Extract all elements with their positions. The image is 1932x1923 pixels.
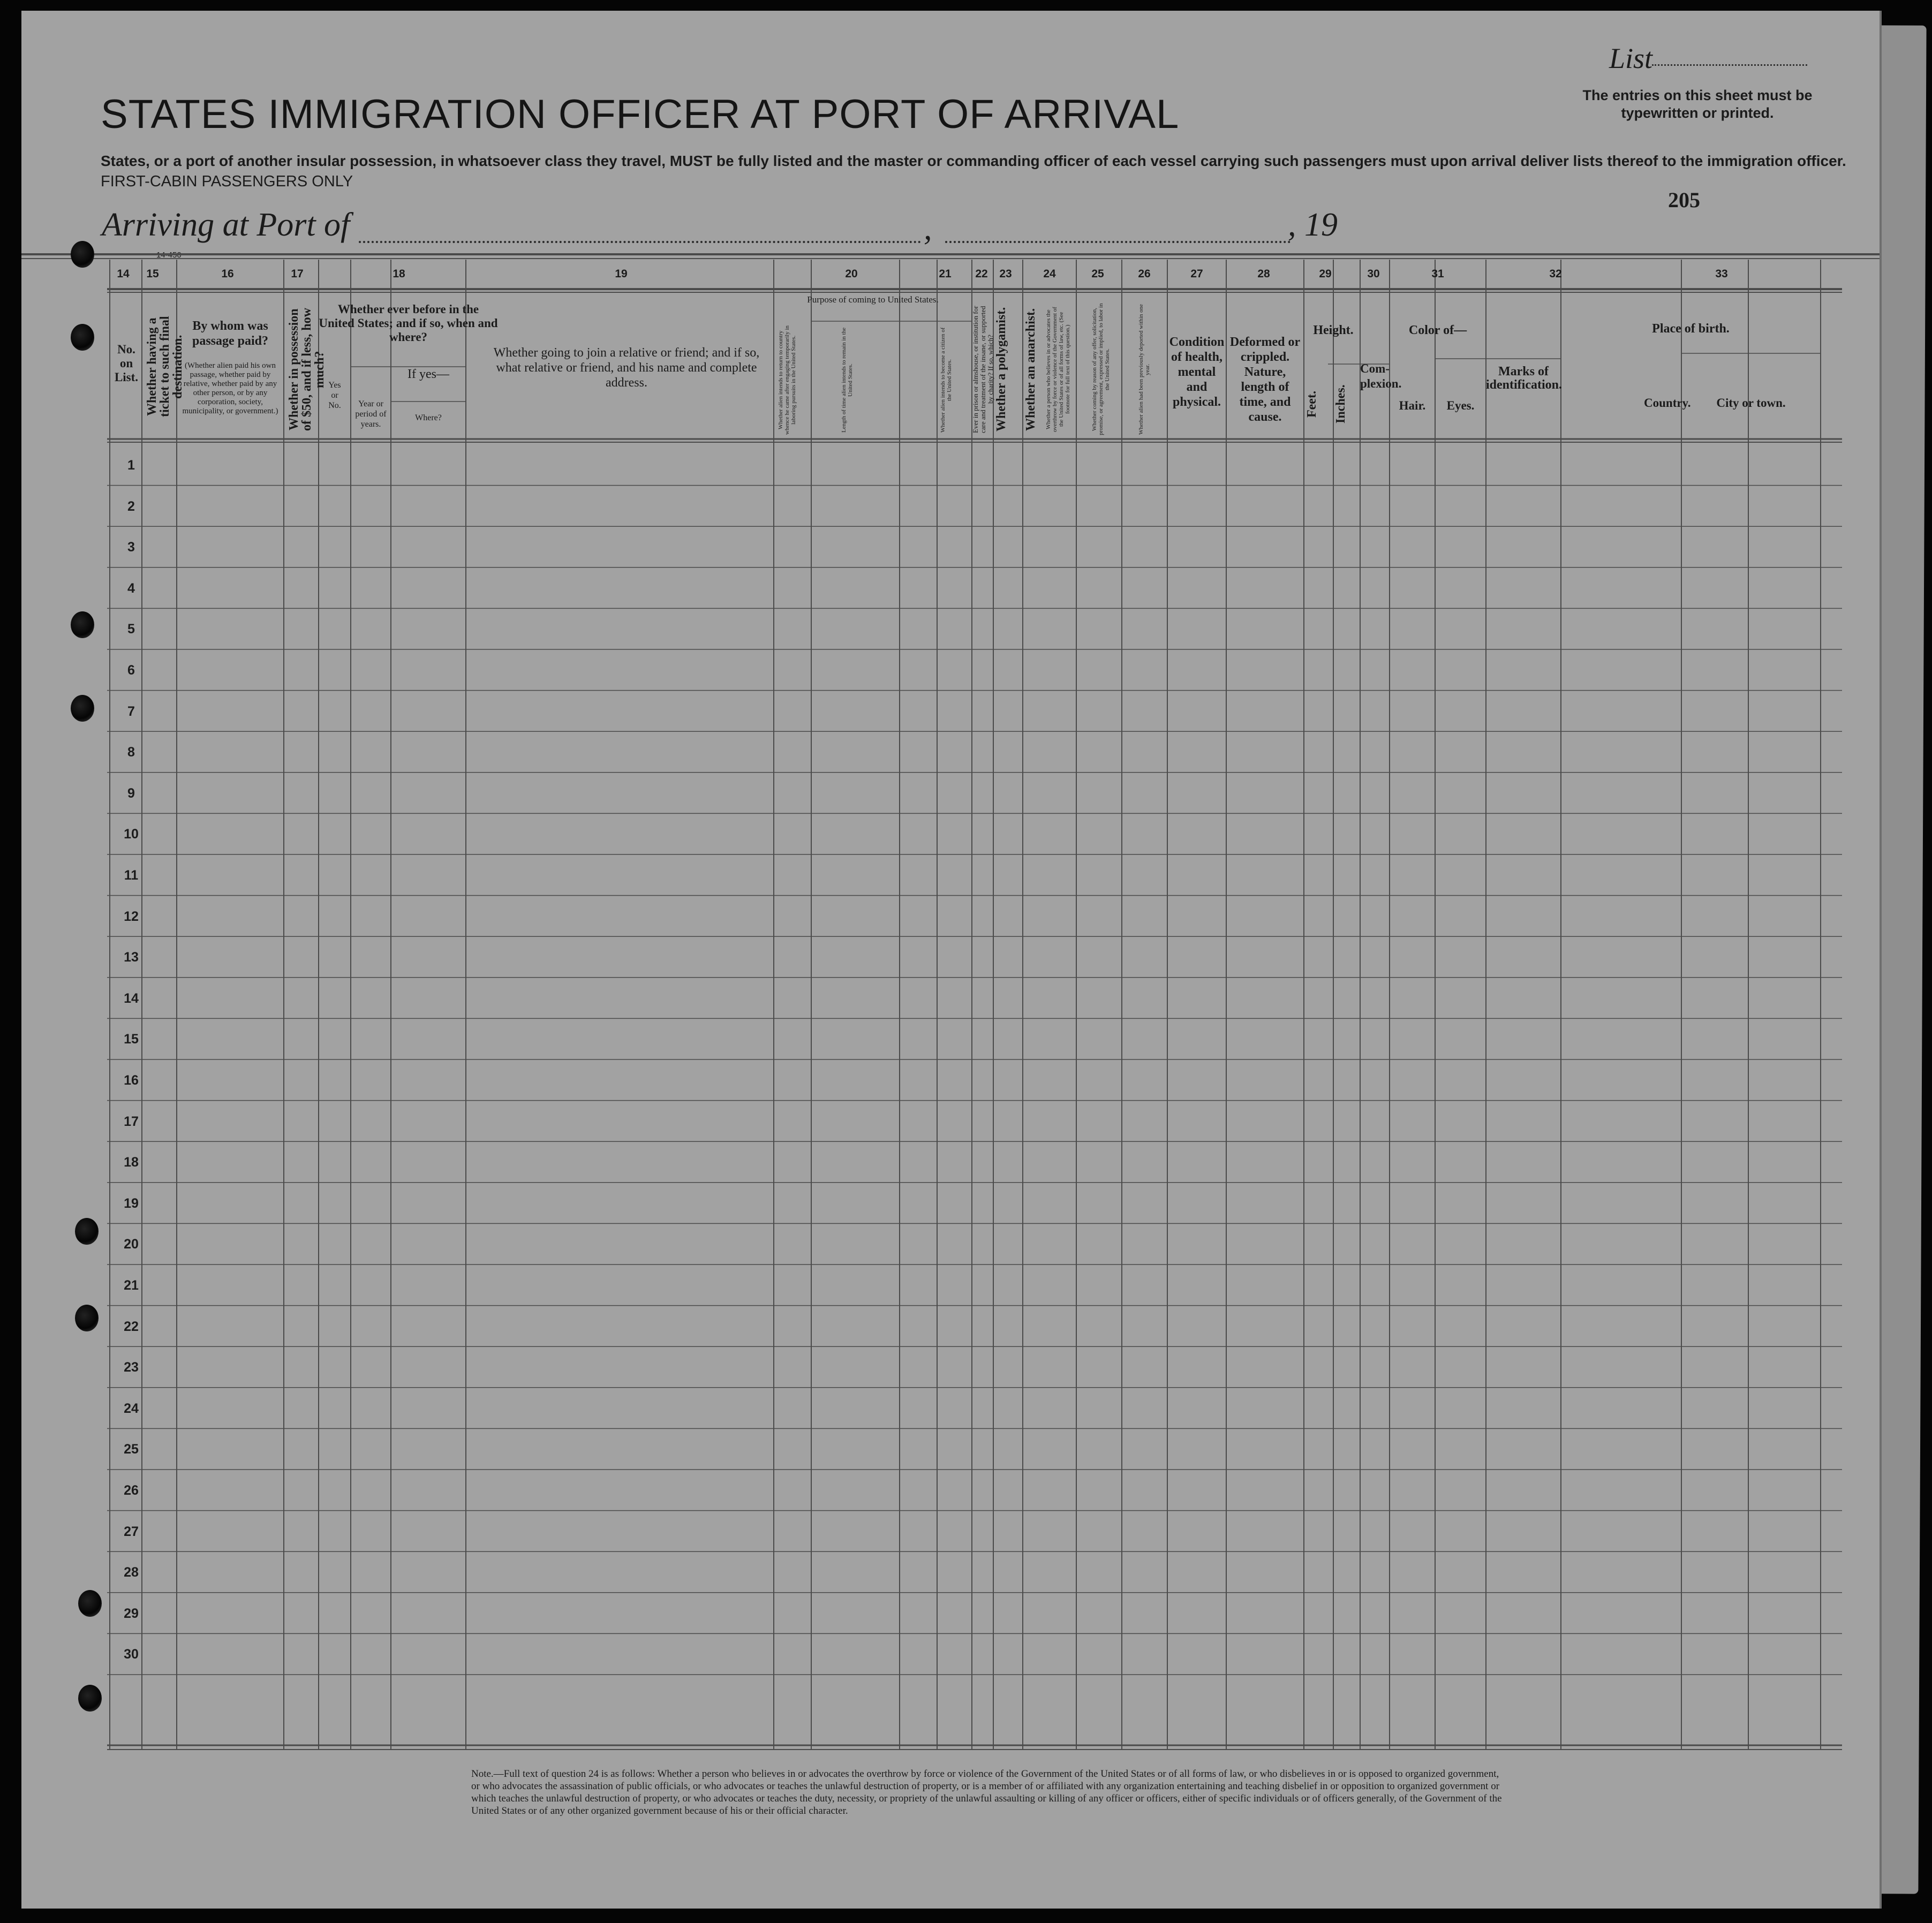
binder-hole bbox=[75, 1305, 99, 1331]
column-number: 31 bbox=[1431, 268, 1444, 280]
class-label: FIRST-CABIN PASSENGERS ONLY bbox=[101, 173, 353, 190]
header-c25: Whether coming by reason of any offer, solicitation, promise, or agreement, expressed or implied, to labor in the United States. bbox=[1091, 303, 1111, 436]
header-c20_b: Length of time alien intends to remain in the United States. bbox=[841, 327, 854, 433]
header-c18_yesno: Yes or No. bbox=[328, 381, 341, 410]
row-number: 13 bbox=[124, 950, 139, 965]
footnote: Note.—Full text of question 24 is as follows: Whether a person who believes in or advocates the overthrow by force or violence of the Government of the United States or of all forms of law, or who disbelieves in or is opposed to organized government, or who advocates the assassination of public officials, or who advocates or teaches the unlawful destruction of property, or is a member of or affiliated with any organization entertaining and teaching disbelief in or opposition to organized government or which teaches the unlawful destruction of property, or who advocates or teaches the duty, necessity, or propriety of the unlawful assaulting or killing of any officer or officers, either of specific individuals or of officers generally, of the Government of the United States or of any other organized government because of his or their official character. bbox=[471, 1768, 1502, 1816]
row-number: 20 bbox=[124, 1237, 139, 1252]
binder-hole bbox=[71, 611, 94, 638]
row-number: 14 bbox=[124, 990, 139, 1006]
row-number: 21 bbox=[124, 1278, 139, 1293]
binder-hole bbox=[71, 241, 94, 268]
row-number: 28 bbox=[124, 1565, 139, 1580]
row-number: 7 bbox=[127, 703, 135, 719]
header-c16_sub: (Whether alien paid his own passage, whether paid by relative, whether paid by any other person, or by any corporation, society, municipality, or government.) bbox=[182, 361, 278, 415]
entries-note: The entries on this sheet must be typewritten or printed. bbox=[1582, 87, 1813, 121]
header-c28: Deformed or crippled. Nature, length of time, and cause. bbox=[1229, 335, 1301, 424]
column-number: 23 bbox=[999, 268, 1012, 280]
column-number: 21 bbox=[939, 268, 952, 280]
binder-hole bbox=[78, 1685, 102, 1712]
header-c18_ifyes: If yes— bbox=[407, 367, 449, 381]
row-number: 6 bbox=[127, 663, 135, 678]
header-c15: Whether having a ticket to such final destination. bbox=[145, 316, 185, 418]
row-number: 30 bbox=[124, 1647, 139, 1662]
header-c32: Marks of identification. bbox=[1486, 365, 1562, 392]
row-number: 10 bbox=[124, 827, 139, 842]
column-number: 17 bbox=[291, 268, 304, 280]
row-number: 23 bbox=[124, 1360, 139, 1375]
row-number: 5 bbox=[127, 622, 135, 637]
header-c26: Whether alien had been previously deported within one year. bbox=[1138, 304, 1151, 435]
header-c22: Whether a polygamist. bbox=[994, 307, 1008, 432]
form-number: 14-450 bbox=[156, 251, 182, 260]
page-number: 205 bbox=[1668, 188, 1700, 212]
binder-hole bbox=[71, 324, 94, 351]
port-comma: , bbox=[924, 210, 932, 247]
binder-hole bbox=[78, 1590, 102, 1617]
row-number: 12 bbox=[124, 908, 139, 924]
header-c29_main: Height. bbox=[1313, 323, 1354, 337]
year-prefix: , 19 bbox=[1288, 207, 1338, 243]
instruction-text: States, or a port of another insular possession, in whatsoever class they travel, MUST be fully listed and the master or commanding officer of each vessel carrying such passengers must upon arrival deliver lists thereof to the immigration officer. bbox=[101, 153, 1846, 169]
binder-hole bbox=[75, 1218, 99, 1245]
column-number: 19 bbox=[615, 268, 628, 280]
row-number: 18 bbox=[124, 1155, 139, 1170]
column-number: 29 bbox=[1319, 268, 1332, 280]
row-number: 8 bbox=[127, 745, 135, 760]
header-c33_main: Place of birth. bbox=[1652, 322, 1730, 336]
column-number: 15 bbox=[146, 268, 159, 280]
header-c14: No. on List. bbox=[114, 343, 139, 384]
row-number: 3 bbox=[127, 540, 135, 555]
header-c18_year: Year or period of years. bbox=[355, 399, 387, 429]
row-number: 19 bbox=[124, 1195, 139, 1211]
header-c24: Whether a person who believes in or advocates the overthrow by force or violence of the Government of the United States or of all forms of law, etc. (See footnote for full text of this question.) bbox=[1045, 307, 1071, 432]
header-c23: Whether an anarchist. bbox=[1024, 308, 1038, 431]
column-number: 20 bbox=[845, 268, 858, 280]
header-c18_main: Whether ever before in the United States; and if so, when and where? bbox=[319, 302, 498, 344]
header-c18_where: Where? bbox=[415, 413, 442, 422]
column-number: 28 bbox=[1257, 268, 1270, 280]
header-c31_eyes: Eyes. bbox=[1446, 399, 1475, 412]
row-number: 22 bbox=[124, 1319, 139, 1334]
row-number: 4 bbox=[127, 580, 135, 596]
header-c29_feet: Feet. bbox=[1305, 391, 1319, 418]
column-number: 22 bbox=[975, 268, 988, 280]
column-number: 25 bbox=[1091, 268, 1104, 280]
row-number: 15 bbox=[124, 1032, 139, 1047]
header-c20_main: Purpose of coming to United States. bbox=[807, 294, 939, 305]
header-c33_country: Country. bbox=[1644, 396, 1691, 410]
header-c33_city: City or town. bbox=[1716, 396, 1786, 410]
row-number: 16 bbox=[124, 1073, 139, 1088]
row-number: 27 bbox=[124, 1524, 139, 1539]
column-number: 32 bbox=[1549, 268, 1562, 280]
column-number: 18 bbox=[393, 268, 405, 280]
header-c31_hair: Hair. bbox=[1399, 399, 1426, 412]
column-number: 27 bbox=[1190, 268, 1203, 280]
header-c20_a: Whether alien intends to return to country whence he came after engaging temporarily in laboring pursuits in the United States. bbox=[778, 325, 797, 435]
header-c21: Ever in prison or almshouse, or institution for care and treatment of the insane, or supported by charity? If so, which? bbox=[971, 306, 994, 433]
header-c30: Com- plexion. bbox=[1360, 362, 1402, 390]
row-number: 24 bbox=[124, 1400, 139, 1416]
arriving-label: Arriving at Port of bbox=[102, 207, 350, 243]
row-number: 25 bbox=[124, 1442, 139, 1457]
header-c17: Whether in possession of $50, and if less, how much? bbox=[287, 307, 327, 431]
column-number: 24 bbox=[1043, 268, 1056, 280]
header-c27: Condition of health, mental and physical. bbox=[1169, 335, 1225, 409]
column-number: 30 bbox=[1367, 268, 1380, 280]
row-number: 29 bbox=[124, 1606, 139, 1621]
binder-hole bbox=[71, 695, 94, 722]
row-number: 2 bbox=[127, 498, 135, 514]
header-c20_c: Whether alien intends to become a citizen of the United States. bbox=[940, 327, 953, 433]
list-label: List bbox=[1609, 42, 1653, 74]
row-number: 17 bbox=[124, 1114, 139, 1129]
column-number: 33 bbox=[1715, 268, 1728, 280]
row-number: 26 bbox=[124, 1483, 139, 1498]
header-c16_main: By whom was passage paid? bbox=[192, 319, 269, 348]
page-title: STATES IMMIGRATION OFFICER AT PORT OF ARRIVAL bbox=[101, 92, 1180, 137]
row-number: 11 bbox=[124, 868, 139, 883]
column-number: 16 bbox=[221, 268, 234, 280]
column-number: 26 bbox=[1138, 268, 1151, 280]
row-number: 1 bbox=[127, 458, 135, 473]
column-number: 14 bbox=[117, 268, 130, 280]
header-c31_main: Color of— bbox=[1408, 323, 1467, 337]
row-number: 9 bbox=[127, 785, 135, 801]
header-c29_inches: Inches. bbox=[1334, 384, 1348, 424]
manifest-sheet bbox=[21, 11, 1882, 1909]
header-c19: Whether going to join a relative or friend; and if so, what relative or friend, and his name and complete address. bbox=[493, 346, 760, 390]
